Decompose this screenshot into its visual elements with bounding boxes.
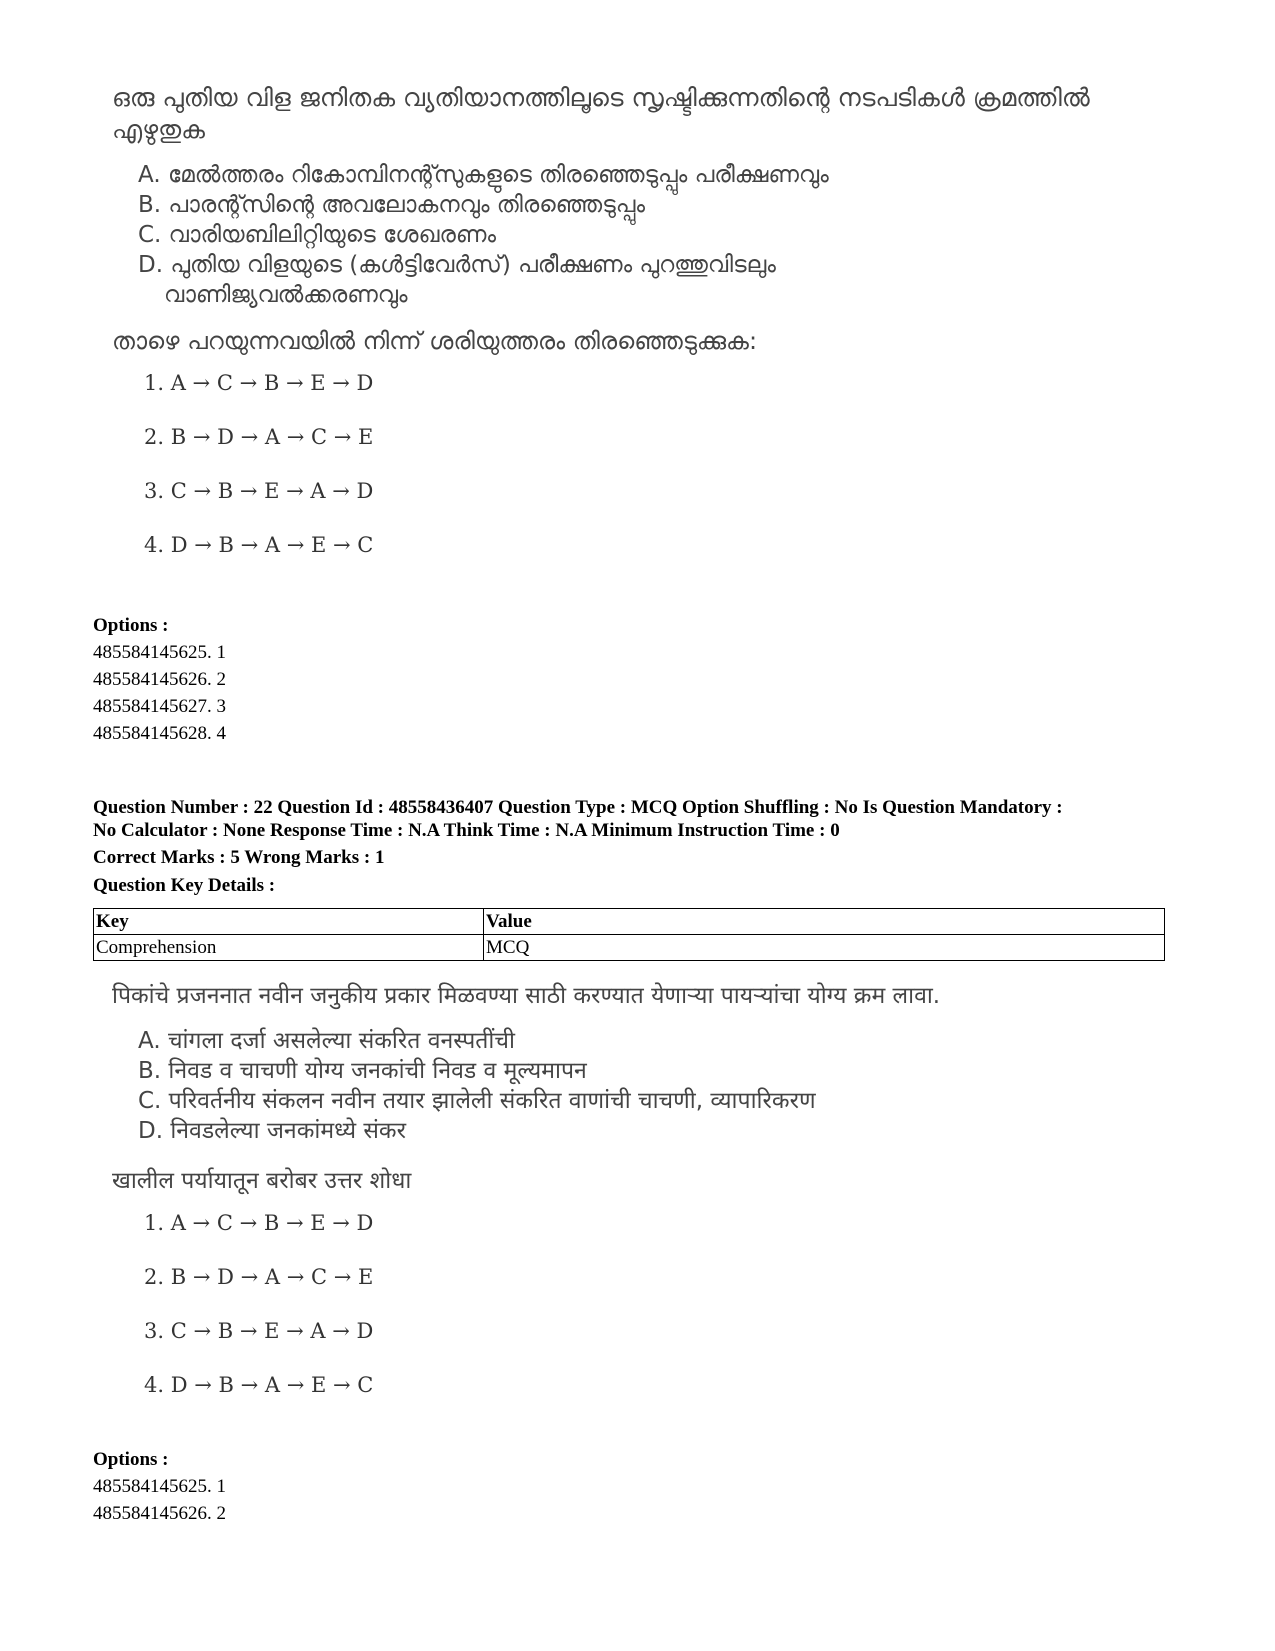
q21-sequence-3: 3. C → B → E → A → D	[144, 479, 374, 503]
q21-item-d: D. പുതിയ വിളയുടെ (കൾട്ടിവേർസ്) പരീക്ഷണം പുറത്തുവിടലും	[138, 252, 776, 278]
q21-question-image	[112, 82, 1092, 572]
table-cell-key: Comprehension	[94, 935, 484, 961]
q22-item-a: A. चांगला दर्जा असलेल्या संकरित वनस्पतींची	[138, 1028, 515, 1054]
q22-marks: Correct Marks : 5 Wrong Marks : 1	[93, 847, 385, 868]
q21-sequence-2: 2. B → D → A → C → E	[144, 425, 374, 449]
q21-option-4: 485584145628. 4	[93, 723, 226, 744]
q22-option-2: 485584145626. 2	[93, 1503, 226, 1524]
table-header-key: Key	[94, 909, 484, 935]
q21-sequence-4: 4. D → B → A → E → C	[144, 533, 374, 557]
q22-key-details-heading: Question Key Details :	[93, 875, 276, 896]
q21-item-a: A. മേൽത്തരം റികോമ്പിനന്റ്സുകളുടെ തിരഞ്ഞെടുപ്പും പരീക്ഷണവും	[138, 162, 829, 188]
q22-item-c: C. परिवर्तनीय संकलन नवीन तयार झालेली संकरित वाणांची चाचणी, व्यापारिकरण	[138, 1088, 816, 1114]
table-header-value: Value	[484, 909, 1165, 935]
q21-prompt: താഴെ പറയുന്നവയിൽ നിന്ന് ശരിയുത്തരം തിരഞ്ഞെടുക്കുക:	[112, 327, 758, 355]
table-cell-value: MCQ	[484, 935, 1165, 961]
q21-options-heading: Options :	[93, 615, 169, 636]
q21-option-2: 485584145626. 2	[93, 669, 226, 690]
q22-sequence-3: 3. C → B → E → A → D	[144, 1319, 374, 1343]
q21-item-b: B. പാരന്റ്സിന്റെ അവലോകനവും തിരഞ്ഞെടുപ്പും	[138, 192, 646, 218]
q22-meta-line1: Question Number : 22 Question Id : 48558436407 Question Type : MCQ Option Shuffling : No Is Question Mandatory :	[93, 797, 1063, 818]
q22-question-image	[112, 980, 940, 1412]
q21-item-c: C. വാരിയബിലിറ്റിയുടെ ശേഖരണം	[138, 222, 497, 248]
table-header-row	[94, 909, 1165, 935]
q22-stem: पिकांचे प्रजननात नवीन जनुकीय प्रकार मिळवण्या साठी करण्यात येणाऱ्या पायऱ्यांचा योग्य क्रम लावा.	[112, 983, 941, 1009]
q22-options	[93, 1446, 226, 1527]
q22-meta-line2: No Calculator : None Response Time : N.A Think Time : N.A Minimum Instruction Time : 0	[93, 820, 840, 841]
q21-option-1: 485584145625. 1	[93, 642, 226, 663]
q22-prompt: खालील पर्यायातून बरोबर उत्तर शोधा	[112, 1168, 412, 1194]
q21-item-d-continued: വാണിജ്യവൽക്കരണവും	[164, 282, 408, 308]
q22-sequence-1: 1. A → C → B → E → D	[144, 1211, 374, 1235]
q22-item-d: D. निवडलेल्या जनकांमध्ये संकर	[138, 1118, 406, 1144]
q22-meta	[93, 796, 1063, 842]
q22-sequence-4: 4. D → B → A → E → C	[144, 1373, 374, 1397]
q21-options	[93, 612, 226, 747]
q22-items	[138, 1026, 940, 1146]
q21-stem: ഒരു പുതിയ വിള ജനിതക വ്യതിയാനത്തിലൂടെ സൃഷ്ടിക്കുന്നതിന്റെ നടപടികൾ ക്രമത്തിൽ എഴുതുക	[112, 83, 1090, 144]
q21-sequence-1: 1. A → C → B → E → D	[144, 371, 374, 395]
q21-items	[138, 160, 1092, 310]
table-row	[94, 935, 1165, 961]
q22-options-heading: Options :	[93, 1449, 169, 1470]
q22-sequence-2: 2. B → D → A → C → E	[144, 1265, 374, 1289]
q22-key-table	[93, 908, 1165, 961]
q21-option-3: 485584145627. 3	[93, 696, 226, 717]
q22-option-1: 485584145625. 1	[93, 1476, 226, 1497]
q22-item-b: B. निवड व चाचणी योग्य जनकांची निवड व मूल्यमापन	[138, 1058, 587, 1084]
